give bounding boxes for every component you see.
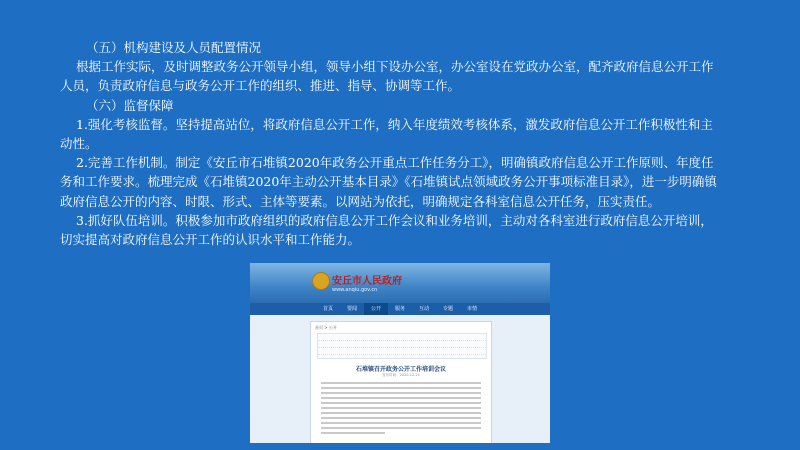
- nav-item: 首页: [322, 306, 333, 312]
- section-heading-6: （六）监督保障: [86, 97, 174, 113]
- document-text: [60, 38, 772, 249]
- article-title: 石堆镇召开政务公开工作培训会议: [355, 366, 446, 373]
- paragraph-line: 政府信息公开的内容、时限、形式、主体等要素。以网站为依托，明确规定各科室信息公开任务，压实责任。: [60, 193, 661, 209]
- paragraph-line: 2.完善工作机制。制定《安丘市石堆镇2020年政务公开重点工作任务分工》，明确镇政府信息公开工作原则、年度任: [76, 155, 714, 171]
- nav-item: 互动: [419, 306, 430, 312]
- nav-item: 要闻: [346, 306, 357, 312]
- paragraph-line: 根据工作实际，及时调整政务公开领导小组，领导小组下设办公室，办公室设在党政办公室，配齐政府信息公开工作: [76, 59, 714, 75]
- site-banner: [250, 263, 550, 303]
- paragraph-line: 3.抓好队伍培训。积极参加市政府组织的政府信息公开工作会议和业务培训，主动对各科室进行政府信息公开培训，: [76, 212, 713, 228]
- nav-item: 市情: [467, 306, 478, 312]
- article-meta-table: [317, 333, 487, 359]
- paragraph-line: 切实提高对政府信息公开工作的认识水平和工作能力。: [60, 232, 361, 248]
- site-title: 安丘市人民政府: [332, 276, 402, 287]
- national-emblem-icon: [312, 272, 330, 290]
- breadcrumb: 首页 > 公开: [315, 325, 337, 330]
- paragraph-line: 1.强化考核监督。坚持提高站位，将政府信息公开工作，纳入年度绩效考核体系，激发政府信息公开工作积极性和主: [76, 116, 713, 132]
- paragraph-line: 务和工作要求。梳理完成《石堆镇2020年主动公开基本目录》《石堆镇试点领域政务公开事项标准目录》，进一步明确镇: [60, 174, 717, 190]
- website-screenshot: [250, 263, 550, 443]
- nav-item-active: 公开: [364, 303, 388, 315]
- paragraph-line: 动性。: [60, 136, 98, 152]
- article-panel: [310, 321, 492, 443]
- nav-item: 服务: [394, 306, 405, 312]
- section-heading-5: （五）机构建设及人员配置情况: [86, 40, 262, 55]
- site-nav: [250, 303, 550, 315]
- article-body: [321, 382, 481, 437]
- article-date: 发布时间：2020-12-21: [382, 373, 420, 377]
- site-url: www.anqiu.gov.cn: [332, 287, 378, 293]
- nav-item: 专题: [443, 306, 454, 312]
- paragraph-line: 人员，负责政府信息与政务公开工作的组织、推进、指导、协调等工作。: [60, 78, 461, 94]
